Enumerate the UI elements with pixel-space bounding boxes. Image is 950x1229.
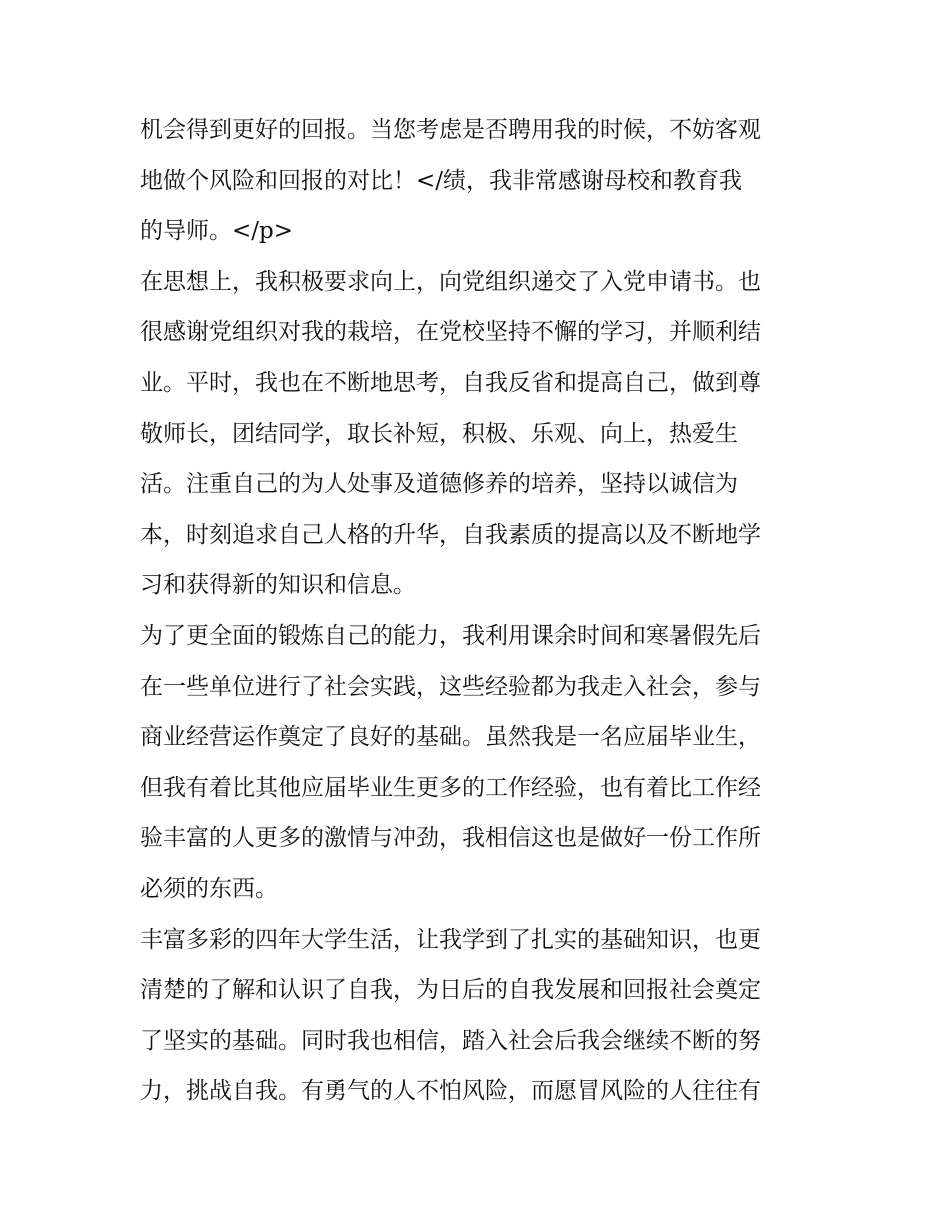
- text-line: 习和获得新的知识和信息。: [140, 572, 416, 599]
- text-line: 敬师长，团结同学，取长补短，积极、乐观、向上，热爱生: [140, 420, 738, 447]
- text-line: 业。平时，我也在不断地思考，自我反省和提高自己，做到尊: [140, 369, 761, 396]
- text-line: 必须的东西。: [140, 875, 278, 902]
- text-line: 在一些单位进行了社会实践，这些经验都为我走入社会，参与: [140, 673, 761, 700]
- text-line: 的导师。</p>: [140, 218, 294, 245]
- text-line: 力，挑战自我。有勇气的人不怕风险，而愿冒风险的人往往有: [140, 1078, 761, 1105]
- text-line: 地做个风险和回报的对比！</绩，我非常感谢母校和教育我: [140, 167, 743, 194]
- text-line: 为了更全面的锻炼自己的能力，我利用课余时间和寒暑假先后: [140, 622, 761, 649]
- document-body: [140, 105, 820, 1117]
- paragraph-4: [140, 915, 820, 1117]
- paragraph-1: [140, 105, 820, 257]
- text-line: 了坚实的基础。同时我也相信，踏入社会后我会继续不断的努: [140, 1027, 761, 1054]
- text-line: 机会得到更好的回报。当您考虑是否聘用我的时候，不妨客观: [140, 117, 761, 143]
- text-line: 商业经营运作奠定了良好的基础。虽然我是一名应届毕业生，: [140, 724, 761, 751]
- text-line: 验丰富的人更多的激情与冲劲，我相信这也是做好一份工作所: [140, 825, 761, 852]
- text-line: 但我有着比其他应届毕业生更多的工作经验，也有着比工作经: [140, 774, 761, 801]
- paragraph-2: [140, 257, 820, 611]
- text-line: 在思想上，我积极要求向上，向党组织递交了入党申请书。也: [140, 268, 761, 295]
- text-line: 丰富多彩的四年大学生活，让我学到了扎实的基础知识，也更: [140, 926, 761, 953]
- text-line: 本，时刻追求自己人格的升华，自我素质的提高以及不断地学: [140, 521, 761, 548]
- paragraph-3: [140, 611, 820, 915]
- text-line: 活。注重自己的为人处事及道德修养的培养，坚持以诚信为: [140, 471, 738, 498]
- text-line: 很感谢党组织对我的栽培，在党校坚持不懈的学习，并顺利结: [140, 319, 761, 346]
- text-line: 清楚的了解和认识了自我，为日后的自我发展和回报社会奠定: [140, 977, 761, 1004]
